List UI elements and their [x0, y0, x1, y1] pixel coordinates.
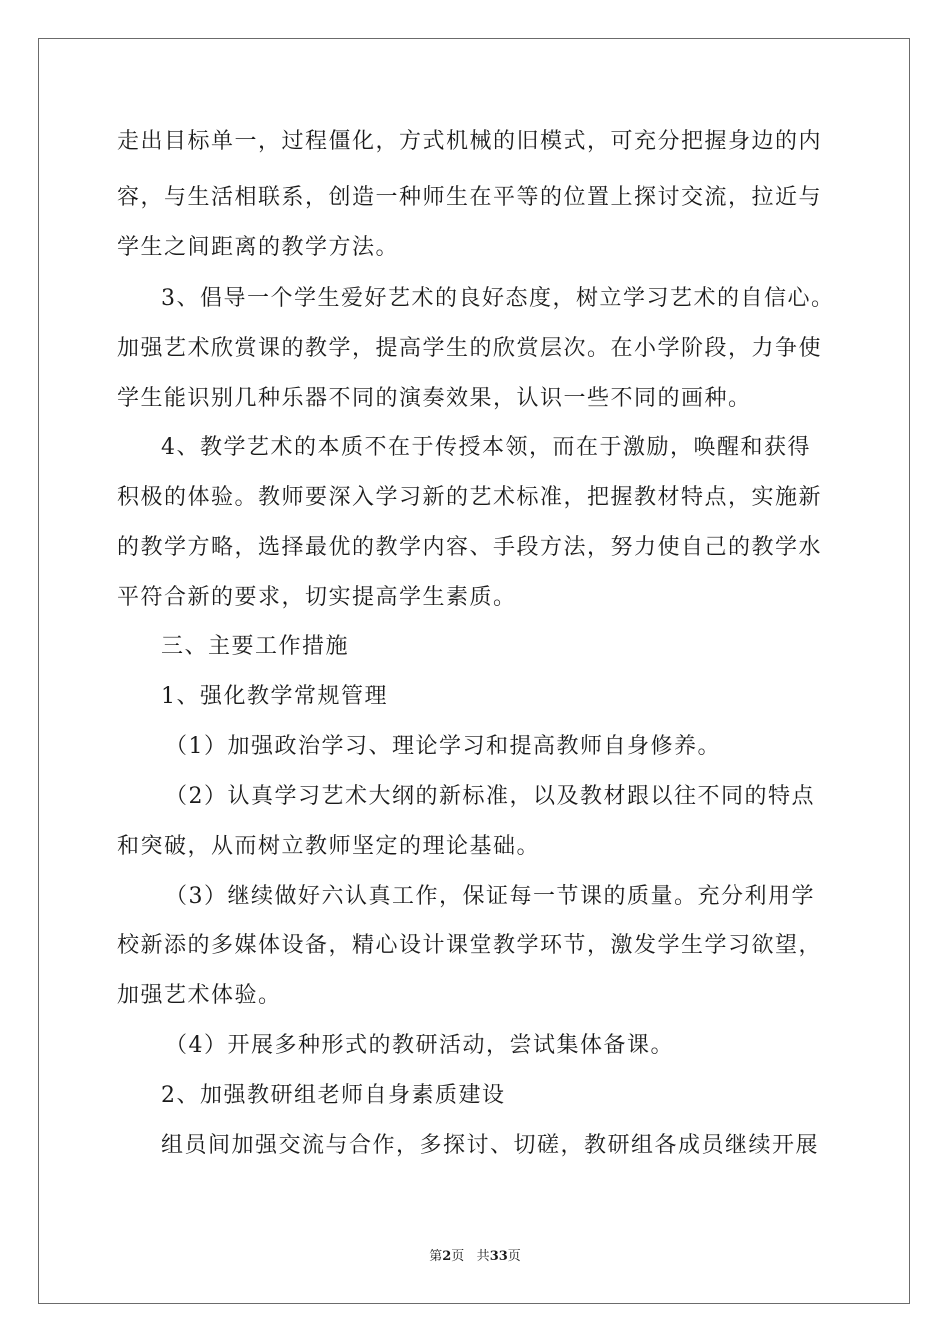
text-line: 校新添的多媒体设备，精心设计课堂教学环节，激发学生学习欲望，: [117, 933, 823, 958]
page-number: 2: [442, 1249, 452, 1264]
text-line: 走出目标单一，过程僵化，方式机械的旧模式，可充分把握身边的内: [117, 129, 823, 154]
section-heading: 三、主要工作措施: [161, 634, 350, 659]
subsection-heading: 1、强化教学常规管理: [161, 684, 388, 709]
page-border: [38, 38, 910, 1304]
text-line: （4）开展多种形式的教研活动，尝试集体备课。: [165, 1033, 674, 1058]
text-line: 平符合新的要求，切实提高学生素质。: [117, 585, 517, 610]
text-line: 4、教学艺术的本质不在于传授本领，而在于激励，唤醒和获得: [161, 435, 811, 460]
text-line: 容，与生活相联系，创造一种师生在平等的位置上探讨交流，拉近与: [117, 185, 823, 210]
page-footer: [0, 1245, 950, 1264]
text-line: 的教学方略，选择最优的教学内容、手段方法，努力使自己的教学水: [117, 535, 823, 560]
text-line: （2）认真学习艺术大纲的新标准，以及教材跟以往不同的特点: [165, 784, 815, 809]
footer-page-suffix: 页: [451, 1249, 465, 1264]
text-line: 学生能识别几种乐器不同的演奏效果，认识一些不同的画种。: [117, 386, 752, 411]
text-line: 加强艺术欣赏课的教学，提高学生的欣赏层次。在小学阶段，力争使: [117, 336, 823, 361]
footer-total-prefix: 共: [476, 1249, 490, 1264]
footer-total-suffix: 页: [507, 1249, 521, 1264]
text-line: （3）继续做好六认真工作，保证每一节课的质量。充分利用学: [165, 884, 815, 909]
subsection-heading: 2、加强教研组老师自身素质建设: [161, 1083, 506, 1108]
text-line: 3、倡导一个学生爱好艺术的良好态度，树立学习艺术的自信心。: [161, 286, 835, 311]
text-line: 加强艺术体验。: [117, 983, 282, 1008]
text-line: 积极的体验。教师要深入学习新的艺术标准，把握教材特点，实施新: [117, 485, 823, 510]
text-line: 学生之间距离的教学方法。: [117, 235, 400, 260]
footer-prefix: 第: [429, 1249, 443, 1264]
total-pages: 33: [489, 1249, 508, 1264]
text-line: 组员间加强交流与合作，多探讨、切磋，教研组各成员继续开展: [161, 1133, 820, 1158]
text-line: 和突破，从而树立教师坚定的理论基础。: [117, 834, 541, 859]
text-line: （1）加强政治学习、理论学习和提高教师自身修养。: [165, 734, 721, 759]
